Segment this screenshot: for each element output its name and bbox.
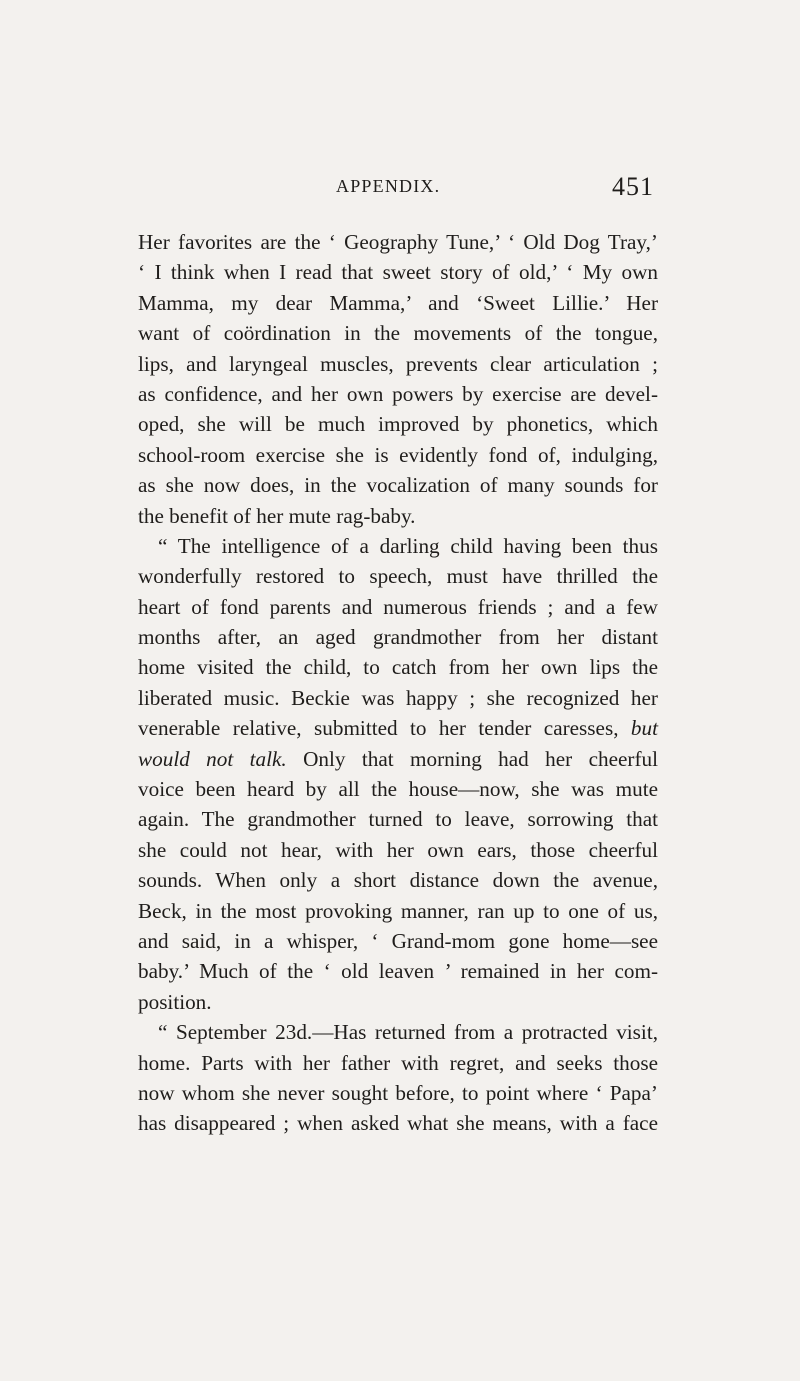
page-number: 451 — [612, 172, 654, 201]
text-line: again. The grandmother turned to leave, sorrowing that — [138, 807, 658, 832]
text-line: heart of fond parents and numerous friends ; and a few — [138, 594, 658, 619]
text-line: home. Parts with her father with regret, and seeks those — [138, 1050, 658, 1075]
text-line: wonderfully restored to speech, must have thrilled the — [138, 564, 658, 589]
text-line: Mamma, my dear Mamma,’ and ‘Sweet Lillie.’ Her — [138, 290, 658, 315]
body-text — [138, 227, 658, 1139]
text-line: lips, and laryngeal muscles, prevents clear articulation ; — [138, 351, 658, 376]
text-run: venerable relative, submitted to her tender caresses, — [138, 716, 631, 741]
page-header — [336, 172, 654, 206]
text-line: sounds. When only a short distance down the avenue, — [138, 868, 658, 893]
paragraph-start-line: “ The intelligence of a darling child having been thus — [158, 533, 658, 558]
text-line: she could not hear, with her own ears, those cheerful — [138, 837, 658, 862]
text-line: baby.’ Much of the ‘ old leaven ’ remained in her com- — [138, 959, 658, 984]
text-line: school-room exercise she is evidently fond of, indulging, — [138, 442, 658, 467]
text-line — [138, 744, 658, 774]
text-line: as confidence, and her own powers by exercise are devel- — [138, 381, 658, 406]
text-line: home visited the child, to catch from her own lips the — [138, 655, 658, 680]
text-line: oped, she will be much improved by phonetics, which — [138, 412, 658, 437]
text-line: months after, an aged grandmother from her distant — [138, 625, 658, 650]
text-line: and said, in a whisper, ‘ Grand-mom gone home—see — [138, 928, 658, 953]
italic-run: but — [630, 716, 658, 741]
text-line — [138, 713, 658, 743]
paragraph-start-line: “ September 23d.—Has returned from a protracted visit, — [158, 1020, 658, 1045]
text-line: voice been heard by all the house—now, she was mute — [138, 777, 658, 802]
text-line: liberated music. Beckie was happy ; she recognized her — [138, 685, 658, 710]
text-line: as she now does, in the vocalization of many sounds for — [138, 473, 658, 498]
italic-run: would not talk. — [138, 746, 287, 771]
running-head: APPENDIX. — [336, 176, 441, 196]
text-line: now whom she never sought before, to point where ‘ Papa’ — [138, 1080, 658, 1105]
text-line: Her favorites are the ‘ Geography Tune,’ ‘ Old Dog Tray,’ — [138, 230, 658, 254]
text-line: ‘ I think when I read that sweet story of old,’ ‘ My own — [138, 260, 658, 285]
text-line: position. — [138, 989, 212, 1014]
text-run: Only that morning had her cheerful — [286, 746, 658, 771]
text-line: has disappeared ; when asked what she means, with a face — [138, 1111, 658, 1136]
text-line: the benefit of her mute rag-baby. — [138, 503, 416, 528]
text-line: want of coördination in the movements of the tongue, — [138, 321, 658, 346]
text-line: Beck, in the most provoking manner, ran up to one of us, — [138, 898, 658, 923]
